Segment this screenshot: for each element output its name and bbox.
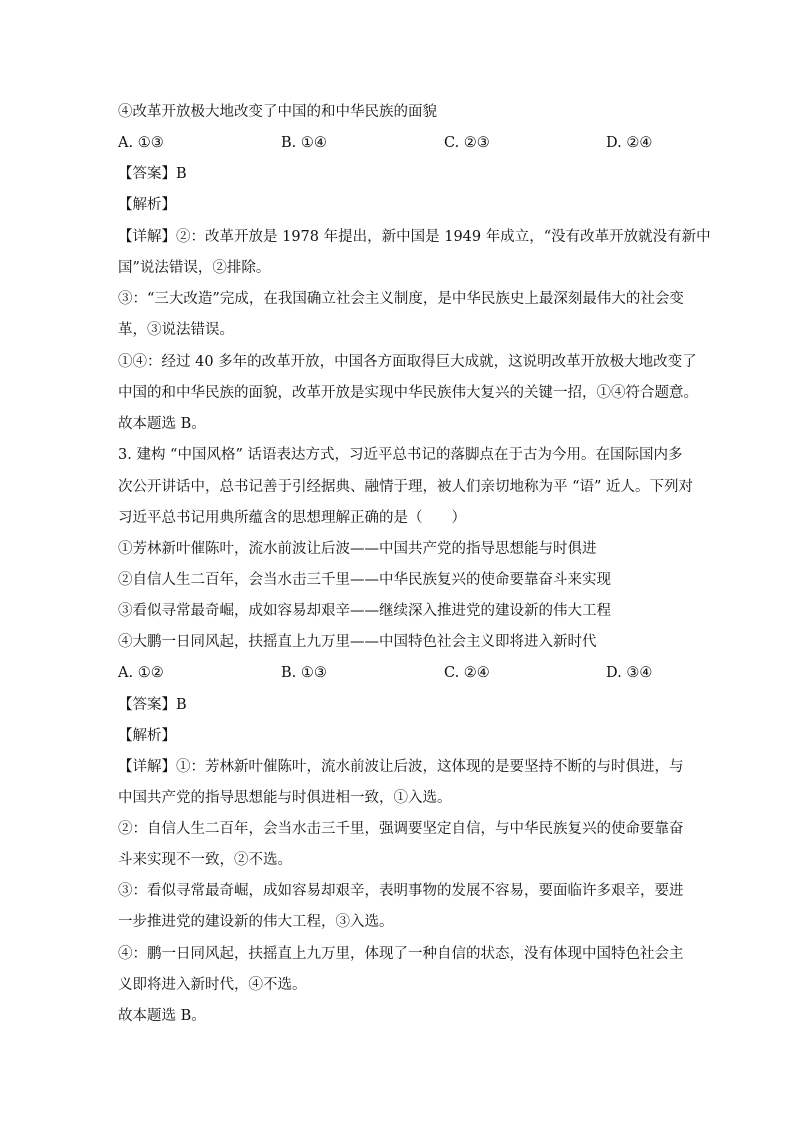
q3-option-d: D. ③④ — [606, 665, 653, 681]
q2-detail-line: 革，③说法错误。 — [118, 322, 234, 338]
q2-item-4: ④改革开放极大地改变了中国的和中华民族的面貌 — [118, 104, 437, 120]
q2-analysis-title: 【解析】 — [118, 197, 176, 213]
q3-option-c: C. ②④ — [444, 665, 490, 681]
q3-item-4: ④大鹏一日同风起，扶摇直上九万里——中国特色社会主义即将进入新时代 — [118, 634, 597, 650]
q3-detail-line: 义即将进入新时代，④不选。 — [118, 977, 307, 993]
q2-option-d: D. ②④ — [606, 135, 653, 151]
q2-detail-line: ①④：经过 40 多年的改革开放，中国各方面取得巨大成就，这说明改革开放极大地改变了 — [118, 354, 697, 370]
q3-detail-line: 斗来实现不一致，②不选。 — [118, 852, 292, 868]
q3-detail-line: 一步推进党的建设新的伟大工程，③入选。 — [118, 914, 394, 930]
q3-detail-line: ③：看似寻常最奇崛，成如容易却艰辛，表明事物的发展不容易，要面临许多艰辛，要进 — [118, 883, 684, 899]
q3-item-3: ③看似寻常最奇崛，成如容易却艰辛——继续深入推进党的建设新的伟大工程 — [118, 603, 611, 619]
q3-stem-line: 习近平总书记用典所蕴含的思想理解正确的是（ ） — [118, 510, 466, 526]
q2-detail-line: ③：“三大改造”完成，在我国确立社会主义制度，是中华民族史上最深刻最伟大的社会变 — [118, 291, 684, 307]
q2-conclusion: 故本题选 B。 — [118, 416, 206, 432]
q3-option-a: A. ①② — [118, 665, 164, 681]
q3-item-1: ①芳林新叶催陈叶，流水前波让后波——中国共产党的指导思想能与时俱进 — [118, 541, 597, 557]
q2-detail-line: 中国的和中华民族的面貌，改革开放是实现中华民族伟大复兴的关键一招，①④符合题意。 — [118, 385, 698, 401]
q3-stem-line: 次公开讲话中，总书记善于引经据典、融情于理，被人们亲切地称为平 “语” 近人。下列对 — [118, 479, 694, 495]
q2-option-c: C. ②③ — [444, 135, 490, 151]
q2-detail-line: 国”说法错误，②排除。 — [118, 260, 271, 276]
q3-analysis-title: 【解析】 — [118, 728, 176, 744]
q3-conclusion: 故本题选 B。 — [118, 1008, 206, 1024]
q3-stem-line: 3. 建构 “中国风格” 话语表达方式，习近平总书记的落脚点在于古为今用。在国际国内多 — [118, 447, 683, 463]
q3-detail-line: ④：鹏一日同风起，扶摇直上九万里，体现了一种自信的状态，没有体现中国特色社会主 — [118, 946, 684, 962]
q3-detail-line: 【详解】①：芳林新叶催陈叶，流水前波让后波，这体现的是要坚持不断的与时俱进，与 — [118, 759, 684, 775]
q2-option-b: B. ①④ — [281, 135, 327, 151]
q3-answer: 【答案】B — [118, 697, 187, 713]
q2-option-a: A. ①③ — [118, 135, 164, 151]
q3-options — [118, 663, 678, 683]
q2-detail-line: 【详解】②：改革开放是 1978 年提出，新中国是 1949 年成立，“没有改革开放就没有新中 — [118, 229, 711, 245]
q3-detail-line: 中国共产党的指导思想能与时俱进相一致，①入选。 — [118, 790, 452, 806]
q2-options — [118, 133, 678, 153]
q3-item-2: ②自信人生二百年，会当水击三千里——中华民族复兴的使命要靠奋斗来实现 — [118, 572, 611, 588]
q2-answer: 【答案】B — [118, 166, 187, 182]
q3-detail-line: ②：自信人生二百年，会当水击三千里，强调要坚定自信，与中华民族复兴的使命要靠奋 — [118, 821, 684, 837]
q3-option-b: B. ①③ — [281, 665, 327, 681]
